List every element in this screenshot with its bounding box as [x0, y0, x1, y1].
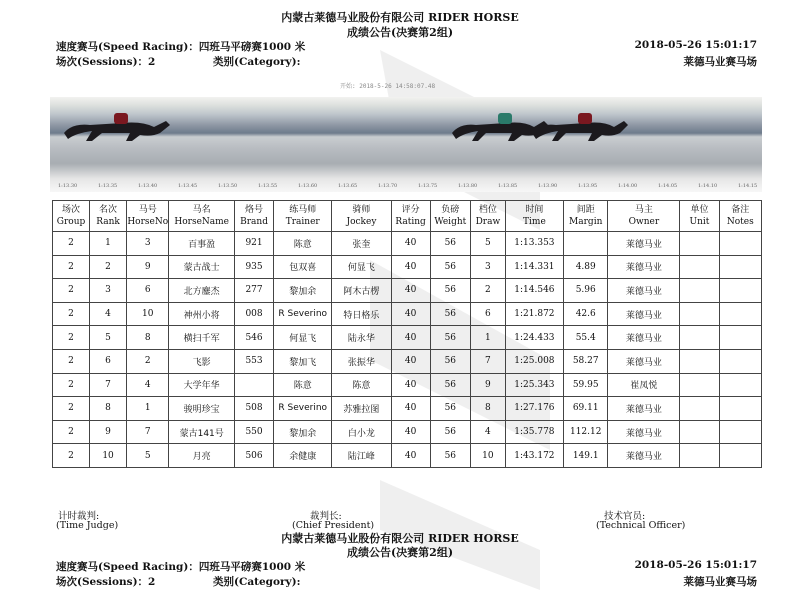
chief-president-label: 裁判长:: [310, 511, 342, 522]
tick-label: 1:13.90: [538, 183, 558, 189]
col-header-draw: 档位 Draw: [470, 201, 505, 232]
cell-draw: 10: [470, 444, 505, 468]
cell-unit: [680, 397, 719, 421]
cell-trainer: 陈意: [274, 373, 332, 397]
cell-unit: [680, 279, 719, 303]
technical-officer-label-en: (Technical Officer): [596, 520, 686, 531]
results-table: [52, 200, 762, 468]
cell-margin: 59.95: [564, 373, 608, 397]
cell-weight: 56: [430, 397, 470, 421]
cell-brand: [234, 373, 273, 397]
cell-draw: 1: [470, 326, 505, 350]
cell-trainer: 黎加余: [274, 279, 332, 303]
report-subtitle: 成绩公告(决赛第2组): [346, 26, 454, 39]
cell-notes: [719, 349, 761, 373]
cell-draw: 6: [470, 302, 505, 326]
cell-draw: 8: [470, 397, 505, 421]
category-label: 类别(Category):: [213, 56, 301, 68]
cell-rank: 8: [90, 397, 127, 421]
cell-group: 2: [53, 444, 90, 468]
time-judge-label-en: (Time Judge): [56, 520, 119, 531]
report-datetime: 2018-05-26 15:01:17: [634, 39, 757, 51]
cell-weight: 56: [430, 349, 470, 373]
cell-horse-no: 4: [127, 373, 169, 397]
cell-horse-name: 大学年华: [169, 373, 235, 397]
footer-company-title: 内蒙古莱德马业股份有限公司 RIDER HORSE: [281, 532, 519, 545]
cell-draw: 9: [470, 373, 505, 397]
cell-time: 1:13.353: [505, 232, 563, 256]
cell-horse-no: 10: [127, 302, 169, 326]
tick-label: 1:13.65: [338, 183, 358, 189]
col-header-unit: 单位 Unit: [680, 201, 719, 232]
cell-owner: 莱德马业: [608, 232, 680, 256]
table-row: [53, 444, 762, 468]
cell-trainer: R Severino: [274, 397, 332, 421]
cell-trainer: 黎加飞: [274, 349, 332, 373]
tick-label: 1:13.80: [458, 183, 478, 189]
cell-jockey: 张振华: [332, 349, 391, 373]
cell-brand: 935: [234, 255, 273, 279]
table-row: [53, 326, 762, 350]
cell-weight: 56: [430, 444, 470, 468]
cell-brand: 508: [234, 397, 273, 421]
cell-unit: [680, 444, 719, 468]
cell-horse-name: 月亮: [169, 444, 235, 468]
cell-horse-no: 5: [127, 444, 169, 468]
cell-notes: [719, 326, 761, 350]
cell-time: 1:25.008: [505, 349, 563, 373]
cell-weight: 56: [430, 420, 470, 444]
photo-start-stamp: 开始: 2018-5-26 14:58:07.48: [340, 83, 436, 90]
cell-time: 1:27.176: [505, 397, 563, 421]
table-row: [53, 420, 762, 444]
cell-horse-name: 飞影: [169, 349, 235, 373]
venue-name: 莱德马业赛马场: [683, 56, 757, 68]
cell-weight: 56: [430, 373, 470, 397]
cell-horse-no: 2: [127, 349, 169, 373]
cell-group: 2: [53, 326, 90, 350]
cell-jockey: 苏雅拉图: [332, 397, 391, 421]
cell-group: 2: [53, 349, 90, 373]
cell-notes: [719, 420, 761, 444]
cell-weight: 56: [430, 326, 470, 350]
tick-label: 1:14.15: [738, 183, 758, 189]
cell-trainer: 何显飞: [274, 326, 332, 350]
cell-brand: 277: [234, 279, 273, 303]
col-header-rating: 评分 Rating: [391, 201, 430, 232]
cell-horse-no: 1: [127, 397, 169, 421]
cell-margin: 55.4: [564, 326, 608, 350]
col-header-rank: 名次 Rank: [90, 201, 127, 232]
footer-report-subtitle: 成绩公告(决赛第2组): [346, 546, 454, 559]
cell-brand: 921: [234, 232, 273, 256]
cell-time: 1:43.172: [505, 444, 563, 468]
cell-rating: 40: [391, 302, 430, 326]
cell-horse-no: 8: [127, 326, 169, 350]
horse-silhouette-right: [530, 111, 630, 145]
cell-horse-no: 7: [127, 420, 169, 444]
cell-notes: [719, 444, 761, 468]
tick-label: 1:13.50: [218, 183, 238, 189]
col-header-weight: 负磅 Weight: [430, 201, 470, 232]
cell-time: 1:14.546: [505, 279, 563, 303]
table-row: [53, 279, 762, 303]
col-header-horse-name: 马名 HorseName: [169, 201, 235, 232]
cell-margin: 42.6: [564, 302, 608, 326]
session-label: 场次(Sessions)：2: [56, 56, 156, 68]
cell-owner: 莱德马业: [608, 326, 680, 350]
tick-label: 1:13.35: [98, 183, 118, 189]
footer-category-label: 类别(Category):: [213, 576, 301, 588]
cell-rating: 40: [391, 397, 430, 421]
table-row: [53, 302, 762, 326]
cell-group: 2: [53, 255, 90, 279]
cell-draw: 3: [470, 255, 505, 279]
cell-horse-name: 蒙古战士: [169, 255, 235, 279]
cell-brand: 506: [234, 444, 273, 468]
col-header-time: 时间 Time: [505, 201, 563, 232]
footer-race-label: 速度赛马(Speed Racing)：四班马平磅赛1000 米: [56, 561, 306, 573]
cell-rank: 6: [90, 349, 127, 373]
table-row: [53, 373, 762, 397]
cell-time: 1:14.331: [505, 255, 563, 279]
cell-margin: 69.11: [564, 397, 608, 421]
company-title: 内蒙古莱德马业股份有限公司 RIDER HORSE: [281, 11, 519, 24]
cell-jockey: 张奎: [332, 232, 391, 256]
cell-notes: [719, 397, 761, 421]
table-row: [53, 397, 762, 421]
tick-label: 1:14.10: [698, 183, 718, 189]
cell-margin: 5.96: [564, 279, 608, 303]
cell-brand: 550: [234, 420, 273, 444]
cell-horse-no: 3: [127, 232, 169, 256]
cell-horse-name: 蒙古141号: [169, 420, 235, 444]
tick-label: 1:13.30: [58, 183, 78, 189]
cell-trainer: 包双喜: [274, 255, 332, 279]
cell-jockey: 陆江峰: [332, 444, 391, 468]
cell-notes: [719, 302, 761, 326]
cell-owner: 莱德马业: [608, 444, 680, 468]
cell-weight: 56: [430, 279, 470, 303]
cell-horse-name: 骏明珍宝: [169, 397, 235, 421]
footer-venue-name: 莱德马业赛马场: [683, 576, 757, 588]
cell-draw: 7: [470, 349, 505, 373]
time-judge-label: 计时裁判:: [58, 511, 100, 522]
cell-unit: [680, 420, 719, 444]
cell-horse-name: 神州小将: [169, 302, 235, 326]
cell-margin: [564, 232, 608, 256]
cell-horse-name: 百事盈: [169, 232, 235, 256]
cell-unit: [680, 326, 719, 350]
cell-time: 1:24.433: [505, 326, 563, 350]
cell-owner: 莱德马业: [608, 255, 680, 279]
tick-label: 1:14.05: [658, 183, 678, 189]
cell-rating: 40: [391, 232, 430, 256]
cell-owner: 崔凤悦: [608, 373, 680, 397]
col-header-brand: 烙号 Brand: [234, 201, 273, 232]
cell-jockey: 陈意: [332, 373, 391, 397]
cell-jockey: 白小龙: [332, 420, 391, 444]
cell-owner: 莱德马业: [608, 279, 680, 303]
cell-margin: 112.12: [564, 420, 608, 444]
cell-rating: 40: [391, 326, 430, 350]
tick-label: 1:13.95: [578, 183, 598, 189]
table-header-row: [53, 201, 762, 232]
cell-owner: 莱德马业: [608, 349, 680, 373]
cell-trainer: 陈意: [274, 232, 332, 256]
cell-group: 2: [53, 397, 90, 421]
cell-draw: 4: [470, 420, 505, 444]
cell-trainer: 余健康: [274, 444, 332, 468]
cell-group: 2: [53, 302, 90, 326]
cell-rating: 40: [391, 279, 430, 303]
tick-label: 1:13.70: [378, 183, 398, 189]
cell-rank: 4: [90, 302, 127, 326]
cell-jockey: 阿木古楞: [332, 279, 391, 303]
cell-margin: 4.89: [564, 255, 608, 279]
cell-rating: 40: [391, 444, 430, 468]
cell-weight: 56: [430, 232, 470, 256]
cell-unit: [680, 349, 719, 373]
cell-trainer: 黎加余: [274, 420, 332, 444]
table-row: [53, 349, 762, 373]
cell-brand: 553: [234, 349, 273, 373]
cell-unit: [680, 373, 719, 397]
col-header-owner: 马主 Owner: [608, 201, 680, 232]
cell-weight: 56: [430, 255, 470, 279]
cell-group: 2: [53, 279, 90, 303]
cell-horse-name: 横扫千军: [169, 326, 235, 350]
cell-notes: [719, 232, 761, 256]
col-header-jockey: 骑师 Jockey: [332, 201, 391, 232]
cell-time: 1:25.343: [505, 373, 563, 397]
cell-notes: [719, 279, 761, 303]
tick-label: 1:13.40: [138, 183, 158, 189]
cell-jockey: 陆永华: [332, 326, 391, 350]
cell-rating: 40: [391, 420, 430, 444]
cell-rating: 40: [391, 373, 430, 397]
cell-owner: 莱德马业: [608, 302, 680, 326]
col-header-trainer: 练马师 Trainer: [274, 201, 332, 232]
col-header-horse-no: 马号 HorseNo: [127, 201, 169, 232]
cell-brand: 008: [234, 302, 273, 326]
cell-rank: 2: [90, 255, 127, 279]
cell-rank: 1: [90, 232, 127, 256]
cell-notes: [719, 373, 761, 397]
cell-unit: [680, 232, 719, 256]
cell-jockey: 何显飞: [332, 255, 391, 279]
cell-rating: 40: [391, 349, 430, 373]
technical-officer-label: 技术官员:: [604, 511, 646, 522]
cell-draw: 5: [470, 232, 505, 256]
cell-margin: 149.1: [564, 444, 608, 468]
chief-president-label-en: (Chief President): [292, 520, 375, 531]
footer-session-label: 场次(Sessions)：2: [56, 576, 156, 588]
cell-owner: 莱德马业: [608, 420, 680, 444]
cell-time: 1:21.872: [505, 302, 563, 326]
cell-unit: [680, 255, 719, 279]
table-row: [53, 232, 762, 256]
horse-silhouette-left: [62, 111, 172, 145]
col-header-margin: 间距 Margin: [564, 201, 608, 232]
cell-unit: [680, 302, 719, 326]
cell-group: 2: [53, 373, 90, 397]
photo-finish-image: [50, 97, 762, 192]
cell-jockey: 特日格乐: [332, 302, 391, 326]
cell-rank: 5: [90, 326, 127, 350]
tick-label: 1:13.60: [298, 183, 318, 189]
cell-rank: 7: [90, 373, 127, 397]
cell-horse-name: 北方鏖杰: [169, 279, 235, 303]
tick-label: 1:13.75: [418, 183, 438, 189]
cell-notes: [719, 255, 761, 279]
tick-label: 1:14.00: [618, 183, 638, 189]
photo-time-ticks: [50, 183, 762, 191]
cell-group: 2: [53, 420, 90, 444]
cell-time: 1:35.778: [505, 420, 563, 444]
race-label: 速度赛马(Speed Racing)：四班马平磅赛1000 米: [56, 41, 306, 53]
cell-horse-no: 9: [127, 255, 169, 279]
cell-group: 2: [53, 232, 90, 256]
col-header-group: 场次 Group: [53, 201, 90, 232]
cell-trainer: R Severino: [274, 302, 332, 326]
col-header-notes: 备注 Notes: [719, 201, 761, 232]
tick-label: 1:13.55: [258, 183, 278, 189]
cell-draw: 2: [470, 279, 505, 303]
results-body: [53, 232, 762, 468]
cell-brand: 546: [234, 326, 273, 350]
cell-rating: 40: [391, 255, 430, 279]
cell-rank: 10: [90, 444, 127, 468]
cell-margin: 58.27: [564, 349, 608, 373]
cell-rank: 3: [90, 279, 127, 303]
cell-horse-no: 6: [127, 279, 169, 303]
cell-owner: 莱德马业: [608, 397, 680, 421]
cell-weight: 56: [430, 302, 470, 326]
footer-report-datetime: 2018-05-26 15:01:17: [634, 559, 757, 571]
table-row: [53, 255, 762, 279]
cell-rank: 9: [90, 420, 127, 444]
tick-label: 1:13.85: [498, 183, 518, 189]
tick-label: 1:13.45: [178, 183, 198, 189]
